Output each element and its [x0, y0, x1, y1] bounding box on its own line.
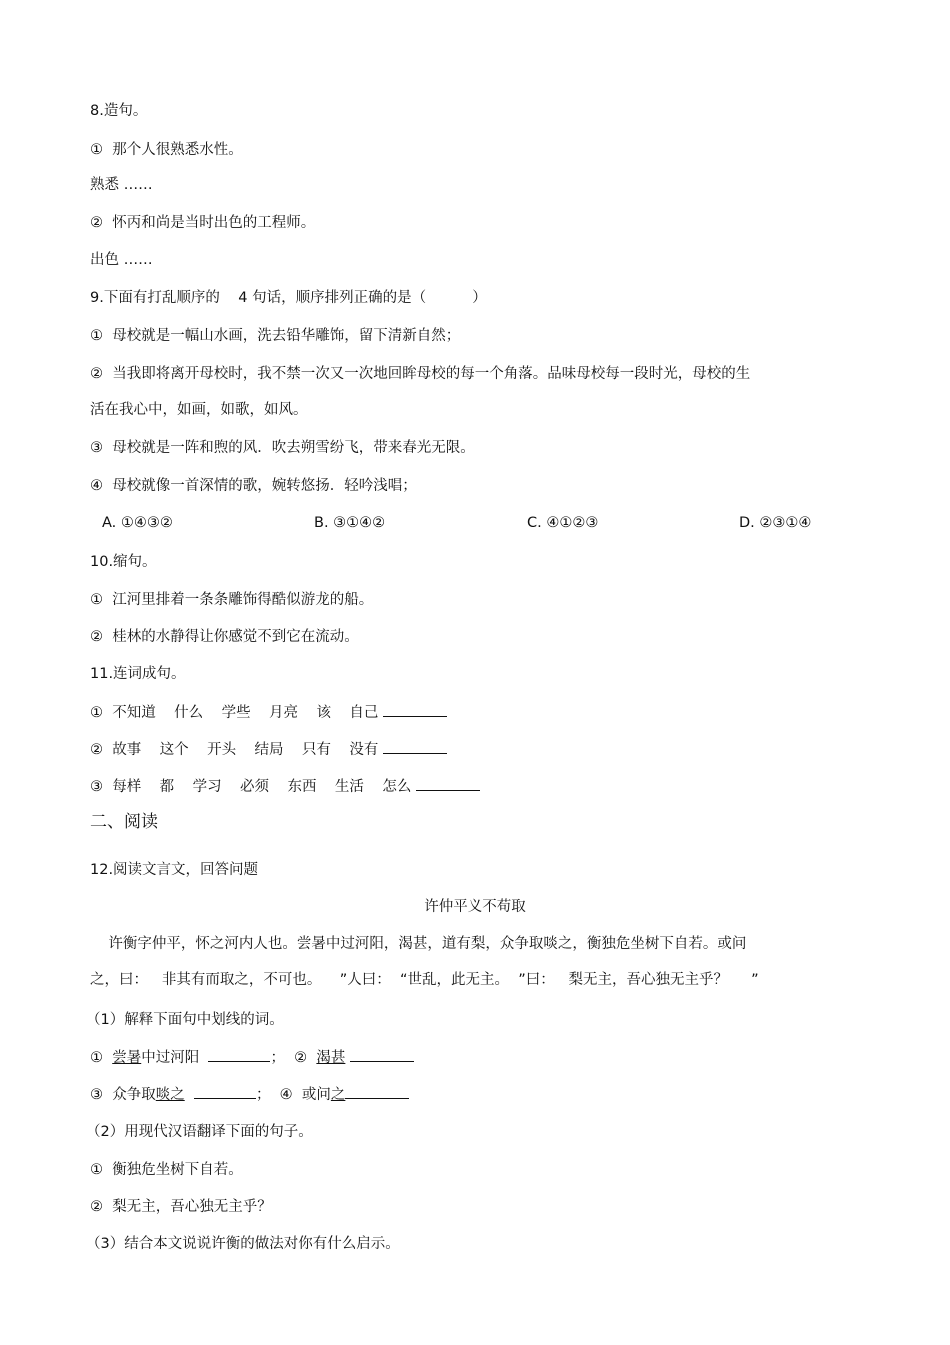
q12-sub2-title: （2）用现代汉语翻译下面的句子。 [86, 1124, 313, 1140]
q9-sentence-1: ① 母校就是一幅山水画，洗去铅华雕饰，留下清新自然； [90, 328, 461, 344]
answer-blank[interactable] [345, 1084, 409, 1099]
q11-words-2: ② 故事 这个 开头 结局 只有 没有 [90, 742, 384, 758]
q8-title: 8.造句。 [90, 103, 148, 119]
q11-words-3: ③ 每样 都 学习 必须 东西 生活 怎么 [90, 779, 416, 795]
answer-blank[interactable] [208, 1047, 270, 1062]
q9-option-c: C. ④①②③ [527, 515, 599, 531]
q10-title: 10.缩句。 [90, 554, 157, 570]
separator: ； ② [270, 1050, 317, 1066]
q9-option-a: A. ①④③② [102, 515, 173, 531]
q12-sub2-sentence-1: ① 衡独危坐树下自若。 [90, 1162, 243, 1178]
answer-blank[interactable] [383, 702, 447, 717]
q11-words-1: ① 不知道 什么 学些 月亮 该 自己 [90, 705, 384, 721]
q10-sentence-2: ② 桂林的水静得让你感觉不到它在流动。 [90, 629, 359, 645]
answer-blank[interactable] [194, 1084, 256, 1099]
underlined-word: 尝暑 [112, 1050, 142, 1066]
q12-sub1-row-2 [90, 1084, 409, 1105]
q9-title: 9.下面有打乱顺序的 4 句话，顺序排列正确的是（ ） [90, 290, 487, 306]
q11-title: 11.连词成句。 [90, 666, 186, 682]
q12-sub3-title: （3）结合本文说说许衡的做法对你有什么启示。 [86, 1236, 400, 1252]
underlined-word: 渴甚 [316, 1050, 346, 1066]
answer-blank[interactable] [350, 1047, 414, 1062]
q11-item-1 [90, 702, 447, 723]
q9-sentence-2a: ② 当我即将离开母校时，我不禁一次又一次地回眸母校的每一个角落。品味母校每一段时光，母校的生 [90, 366, 751, 382]
q8-item1: ① 那个人很熟悉水性。 [90, 142, 243, 158]
answer-blank[interactable] [416, 776, 480, 791]
passage-title: 许仲平义不苟取 [424, 899, 526, 915]
q8-item2-word: 出色 …… [90, 252, 153, 268]
q9-sentence-2b: 活在我心中，如画，如歌，如风。 [90, 402, 308, 418]
underlined-word: 之 [330, 1087, 346, 1103]
q8-item2: ② 怀丙和尚是当时出色的工程师。 [90, 215, 316, 231]
underlined-word: 啖之 [155, 1087, 185, 1103]
q8-item1-word: 熟悉 …… [90, 177, 153, 193]
section-title-reading: 二、阅读 [90, 812, 158, 832]
q11-item-3 [90, 776, 480, 797]
q9-option-d: D. ②③①④ [739, 515, 812, 531]
q9-sentence-4: ④ 母校就像一首深情的歌，婉转悠扬．轻吟浅唱； [90, 478, 417, 494]
q12-sub2-sentence-2: ② 梨无主，吾心独无主乎？ [90, 1199, 272, 1215]
q9-sentence-3: ③ 母校就是一阵和煦的风．吹去朔雪纷飞，带来春光无限。 [90, 440, 475, 456]
sentence-text: 中过河阳 [141, 1050, 209, 1066]
q9-option-b: B. ③①④② [314, 515, 386, 531]
passage-line-1: 许衡字仲平，怀之河内人也。尝暑中过河阳，渴甚，道有梨，众争取啖之，衡独危坐树下自若。或问 [90, 936, 747, 952]
item-marker: ① [90, 1050, 113, 1066]
q11-item-2 [90, 739, 447, 760]
separator: ； ④ 或问 [255, 1087, 331, 1103]
sentence-text: ③ 众争取 [90, 1087, 156, 1103]
q12-title: 12.阅读文言文，回答问题 [90, 862, 259, 878]
q10-sentence-1: ① 江河里排着一条条雕饰得酷似游龙的船。 [90, 592, 374, 608]
q12-sub1-title: （1）解释下面句中划线的词。 [86, 1012, 284, 1028]
q12-sub1-row-1 [90, 1047, 414, 1068]
passage-line-2: 之，曰： 非其有而取之，不可也。 ”人曰： “世乱，此无主。 ”曰： 梨无主，吾心独无主乎？ ” [90, 972, 759, 988]
answer-blank[interactable] [383, 739, 447, 754]
